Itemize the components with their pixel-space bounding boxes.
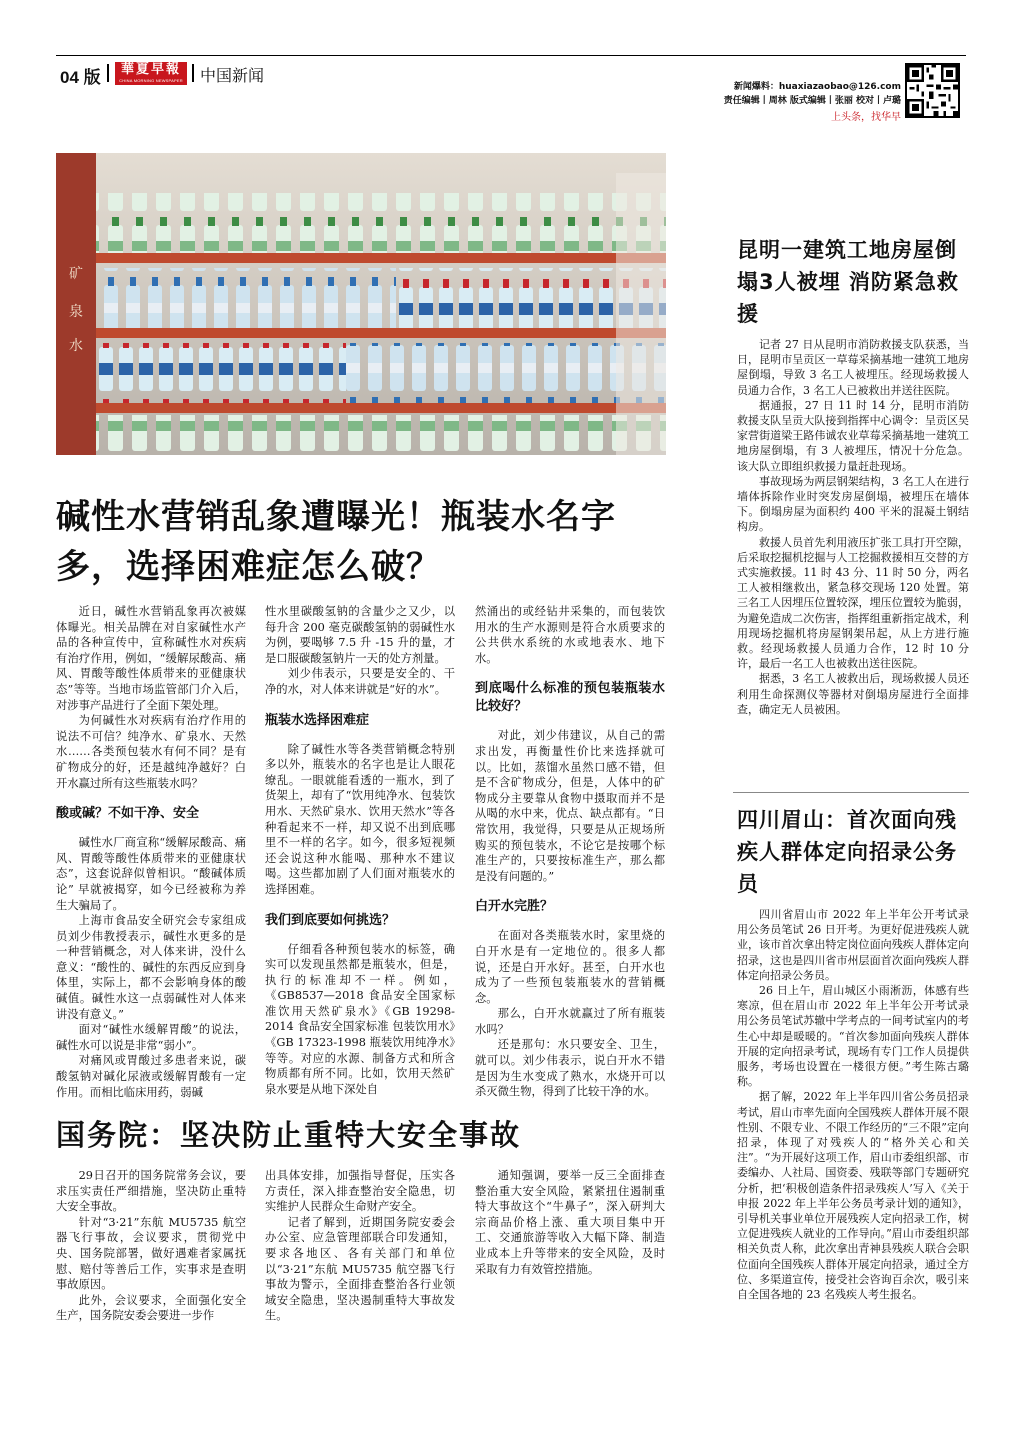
paragraph: 出具体安排，加强指导督促，压实各方责任，深入排查整治安全隐患，切实维护人民群众生命财产安全。 <box>265 1169 455 1214</box>
paragraph: 对此，刘少伟建议，从自己的需求出发，再衡量性价比来选择就可以。比如，蒸馏水虽然口感不错，但是不含矿物成分，但是，人体中的矿物成分主要靠从食物中摄取而并不是从喝的水中来，优点、缺点都有。“日常饮用，我觉得，只要是从正规场所购买的预包装水，不论它是按哪个标准生产的，只要按标准生产，那么都是没有问题的。” <box>475 729 665 883</box>
paragraph: 面对“碱性水缓解胃酸”的说法，碱性水可以说是非常“弱小”。 <box>56 1023 246 1052</box>
subheading: 酸或碱？不如干净、安全 <box>56 806 200 822</box>
subheading: 到底喝什么标准的预包装瓶装水比较好？ <box>475 681 665 715</box>
slogan: 上头条，找华早 <box>831 112 901 123</box>
paragraph: 此外，会议要求，全面强化安全生产，国务院安委会要进一步作 <box>56 1293 246 1323</box>
right-headline-1: 昆明一建筑工地房屋倒塌3人被埋 消防紧急救援 <box>737 238 959 326</box>
paragraph: 据悉，3 名工人被救出后，现场救援人员还利用生命探测仪等器材对倒塌房屋进行全面排查，确定无人员被困。 <box>737 672 969 716</box>
paragraph: 事故现场为两层钢架结构，3 名工人在进行墙体拆除作业时突发房屋倒塌，被埋压在墙体下。倒塌房屋为面积约 400 平米的混凝土钢结构房。 <box>737 474 969 534</box>
paragraph: 在面对各类瓶装水时，家里烧的白开水是有一定地位的。很多人都说，还是白开水好。甚至，白开水也成为了一些预包装瓶装水的营销概念。 <box>475 929 665 1005</box>
paragraph: 碱性水厂商宣称“缓解尿酸高、痛风、胃酸等酸性体质带来的亚健康状态”，这套说辞似曾相识。“酸碱体质论” 早就被揭穿，如今已经被称为养生大骗局了。 <box>56 836 246 912</box>
paragraph: 通知强调，要举一反三全面排查整治重大安全风险，紧紧扭住遏制重特大事故这个“牛鼻子”，深入研判大宗商品价格上涨、重大项目集中开工、交通旅游等收入大幅下降、制造业成本上升等带来的安全风险，及时采取有力有效管控措施。 <box>475 1169 665 1276</box>
subheading: 瓶装水选择困难症 <box>265 712 370 728</box>
news-hotline: 新闻爆料：huaxiazaobao@126.com <box>733 82 901 92</box>
paragraph: 29日召开的国务院常务会议，要求压实责任严细措施，坚决防止重特大安全事故。 <box>56 1169 246 1214</box>
paragraph: 26 日上午，眉山城区小雨淅沥，体感有些寒凉，但在眉山市 2022 年上半年公开考试录用公务员笔试苏辙中学考点的一间考试室内的考生心中却是暖暖的。“首次参加面向残疾人群体开展的定向招录考试，现场有专门工作人员提供服务，考场也设置在一楼很方便。”考生陈古璐称。 <box>737 984 969 1089</box>
paragraph: 那么，白开水就赢过了所有瓶装水吗？ <box>475 1007 665 1036</box>
paragraph: 救援人员首先利用液压扩张工具打开空隙，后采取挖掘机挖掘与人工挖掘救援相互交替的方式实施救援。11 时 43 分、11 时 50 分，两名工人被相继救出，紧急移交现场 120 处置。第三名工人因埋压位置较深，埋压位置较为脆弱，为避免造成二次伤害，指挥组重新指定战术，利用现场挖掘机将房屋钢架吊起，从上方进行施救。经现场救援人员通力合作，12 时 10 分许，最后一名工人也被救出送往医院。 <box>737 535 969 671</box>
paragraph: 四川省眉山市 2022 年上半年公开考试录用公务员笔试 26 日开考。为更好促进残疾人就业，该市首次拿出特定岗位面向残疾人群体定向招录，这也是四川省市州层面首次面向残疾人群体定向招录公务员。 <box>737 908 969 982</box>
page-number: 04 版 <box>60 68 101 87</box>
column-divider <box>733 792 969 793</box>
paragraph: 据了解，2022 年上半年四川省公务员招录考试，眉山市率先面向全国残疾人群体开展不限性别、不限专业、不限工作经历的“三不限”定向招录，体现了对残疾人的“格外关心和关注”。“为开展好这项工作，眉山市委组织部、市委编办、人社局、国资委、残联等部门专题研究分析，把‘积极创造条件招录残疾人’写入《关于申报 2022 年上半年公务员考录计划的通知》，引导机关事业单位开展残疾人定向招录工作，树立促进残疾人就业的工作导向。”眉山市委组织部相关负责人称，此次拿出青神县残疾人联合会职位面向全国残疾人群体开展定向招录，通过全方位、多渠道宣传，接受社会咨询百余次，吸引来自全国各地的 23 名残疾人考生报名。 <box>737 1090 969 1302</box>
article-column <box>475 1168 665 1277</box>
paragraph: 性水里碳酸氢钠的含量少之又少，以每升含 200 毫克碳酸氢钠的弱碱性水为例，要喝够 7.5 升 -15 升的量，才是口服碳酸氢钠片一天的处方剂量。 <box>265 605 455 665</box>
paragraph: 记者 27 日从昆明市消防救援支队获悉，当日，昆明市呈贡区一草莓采摘基地一建筑工地房屋倒塌，导致 3 名工人被埋压。经现场救援人员通力合作，3 名工人已被救出并送往医院。 <box>737 338 969 397</box>
masthead-credits <box>724 80 901 108</box>
editors-line: 责任编辑丨周林 版式编辑丨张丽 校对丨卢璐 <box>723 96 901 106</box>
paragraph: 还是那句：水只要安全、卫生，就可以。刘少伟表示，说白开水不错是因为生水变成了熟水，水烧开可以杀灭微生物，得到了比较干净的水。 <box>475 1038 665 1099</box>
subheading: 白开水完胜？ <box>475 899 554 915</box>
paragraph: 仔细看各种预包装水的标签，确实可以发现虽然都是瓶装水，但是，执行的标准却不一样。例如，《GB8537—2018 食品安全国家标准饮用天然矿泉水》《GB 19298-2014 食品安全国家标准 包装饮用水》《GB 17323-1998 瓶装饮用纯净水》等等。对应的水源、制备方式和所含物质都有所不同。比如，饮用天然矿泉水要是从地下深处自 <box>265 942 455 1096</box>
logo-subtext: CHINA MORNING NEWSPAPER <box>119 78 183 83</box>
paragraph: 记者了解到，近期国务院安委会办公室、应急管理部联合印发通知，要求各地区、各有关部门和单位以“3·21”东航 MU5735 航空器飞行事故为警示，全面排查整治各行业领域安全隐患，坚决遏制重特大事故发生。 <box>265 1215 455 1323</box>
section-title: 中国新闻 <box>200 66 265 85</box>
article-column <box>265 604 455 1097</box>
paragraph: 对痛风或胃酸过多患者来说，碳酸氢钠对碱化尿液或缓解胃酸有一定作用。而相比临床用药，弱碱 <box>56 1054 246 1099</box>
article-column <box>56 604 246 1100</box>
paragraph: 针对“3·21”东航 MU5735 航空器飞行事故，会议要求，贯彻党中央、国务院部署，做好遇难者家属抚慰、赔付等善后工作，实事求是查明事故原因。 <box>56 1215 246 1292</box>
article-column <box>265 1168 455 1324</box>
subheading: 我们到底要如何挑选？ <box>265 912 396 928</box>
paragraph: 上海市食品安全研究会专家组成员刘少伟教授表示，碱性水更多的是一种营销概念，对人体来讲，没什么意义：“酸性的、碱性的东西反应到身体里，实际上，都不会影响身体的酸碱值。碱性水这一点弱碱性对人体来讲没有意义。” <box>56 914 246 1021</box>
paragraph: 刘少伟表示，只要是安全的、干净的水，对人体来讲就是“好的水”。 <box>265 667 455 696</box>
divider <box>192 64 194 82</box>
paragraph: 据通报，27 日 11 时 14 分，昆明市消防救援支队呈贡大队接到指挥中心调令：呈贡区吴家营街道梁王路伟诚农业草莓采摘基地一建筑工地房屋倒塌，有 3 人被埋压，情况十分危急。该大队立即组织救援力量赶赴现场。 <box>737 398 969 473</box>
paragraph: 近日，碱性水营销乱象再次被媒体曝光。相关品牌在对自家碱性水产品的各种宣传中，宣称碱性水对疾病有治疗作用，例如，“缓解尿酸高、痛风、胃酸等酸性体质带来的亚健康状态”等等。当地市场监管部门介入后，对涉事产品进行了全面下架处理。 <box>56 605 246 712</box>
shelf-sign-char: 矿 <box>69 266 83 282</box>
article-column <box>737 907 969 1302</box>
paragraph: 除了碱性水等各类营销概念特别多以外，瓶装水的名字也是让人眼花缭乱。一眼就能看透的一瓶水，到了货架上，却有了“饮用纯净水、包装饮用水、天然矿泉水、饮用天然水”等各种看起来不一样，却又说不出到底哪里不一样的名字。如今，很多短视频还会说这种水能喝、那种水不建议喝。这些都加剧了人们面对瓶装水的选择困难。 <box>265 742 455 896</box>
top-rule <box>56 55 966 56</box>
main-headline: 碱性水营销乱象遭曝光！瓶装水名字多，选择困难症怎么破？ <box>56 497 616 587</box>
newspaper-logo <box>115 62 187 85</box>
paragraph: 为何碱性水对疾病有治疗作用的说法不可信？纯净水、矿泉水、天然水……各类预包装水有何不同？是有矿物成分的好，还是越纯净越好？白开水赢过所有这些瓶装水吗？ <box>56 714 246 790</box>
article-column <box>56 1168 246 1324</box>
right-headline-2: 四川眉山：首次面向残疾人群体定向招录公务员 <box>737 808 957 896</box>
divider <box>107 64 109 82</box>
logo-text: 華夏早報 <box>120 62 181 77</box>
shelf-sign-char: 水 <box>69 338 83 354</box>
qr-code-icon[interactable] <box>905 63 960 118</box>
article-column <box>737 337 969 717</box>
paragraph: 然涌出的或经钻井采集的，而包装饮用水的生产水源则是符合水质要求的公共供水系统的水或地表水、地下水。 <box>475 605 665 665</box>
shelf-sign-char: 泉 <box>69 304 83 320</box>
bottled-water-shelf-photo <box>56 153 666 455</box>
second-headline: 国务院：坚决防止重特大安全事故 <box>56 1118 522 1152</box>
article-column <box>475 604 665 1100</box>
